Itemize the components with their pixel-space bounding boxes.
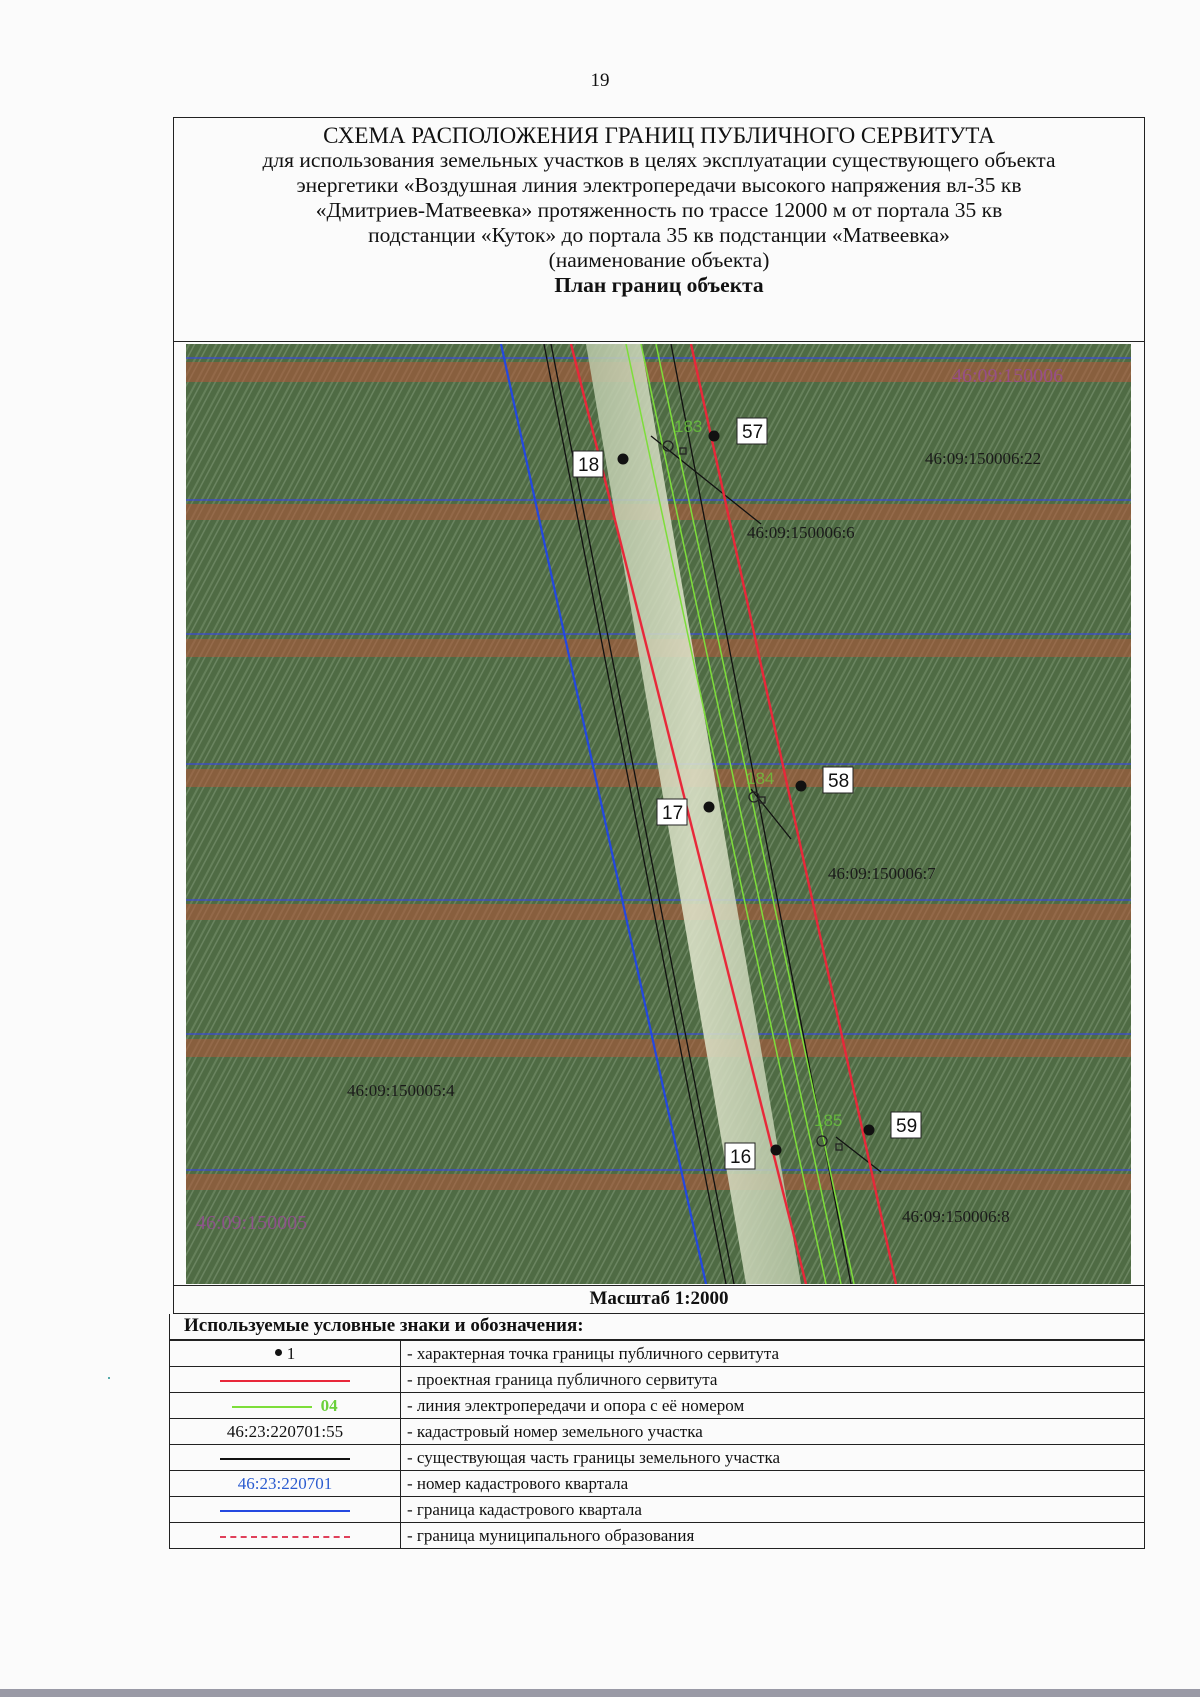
legend-symbol-quarter-number: 46:23:220701 — [170, 1471, 401, 1497]
legend-desc: - номер кадастрового квартала — [401, 1471, 1145, 1497]
legend-desc: - существующая часть границы земельного участка — [401, 1445, 1145, 1471]
legend-row — [170, 1341, 1145, 1367]
point-icon — [275, 1349, 282, 1356]
point-label-58: 58 — [828, 771, 850, 792]
page-number: 19 — [590, 70, 610, 91]
point-16 — [771, 1145, 782, 1156]
legend-desc: - линия электропередачи и опора с её номером — [401, 1393, 1145, 1419]
parcel-label-7: 46:09:150006:7 — [828, 864, 936, 883]
legend-desc: - характерная точка границы публичного сервитута — [401, 1341, 1145, 1367]
green-line-icon — [232, 1406, 312, 1408]
legend-desc: - граница муниципального образования — [401, 1523, 1145, 1549]
legend-row — [170, 1393, 1145, 1419]
point-label-18: 18 — [578, 455, 600, 476]
pole-number-185: 185 — [814, 1111, 843, 1130]
map-scale: Масштаб 1:2000 — [173, 1286, 1145, 1314]
point-57 — [709, 431, 720, 442]
scan-edge — [0, 1689, 1200, 1697]
title-line-2: для использования земельных участков в целях эксплуатации существующего объекта — [262, 148, 1056, 172]
legend-row — [170, 1523, 1145, 1549]
title-line-4: «Дмитриев-Матвеевка» протяженность по трассе 12000 м от портала 35 кв — [315, 198, 1003, 222]
legend-row — [170, 1471, 1145, 1497]
point-label-16: 16 — [730, 1147, 752, 1168]
scan-speck — [108, 1377, 110, 1379]
point-label-17: 17 — [662, 803, 684, 824]
red-line-icon — [220, 1380, 350, 1382]
title-line-3: энергетики «Воздушная линия электропередачи высокого напряжения вл-35 кв — [296, 173, 1022, 197]
dash-dot-line-icon — [220, 1536, 350, 1538]
legend-symbol-servitude — [170, 1367, 401, 1393]
object-name-caption: (наименование объекта) — [548, 248, 770, 272]
black-line-icon — [220, 1458, 350, 1460]
point-58 — [796, 781, 807, 792]
legend-desc: - граница кадастрового квартала — [401, 1497, 1145, 1523]
legend-symbol-point — [170, 1341, 401, 1367]
legend-symbol-quarter-boundary — [170, 1497, 401, 1523]
parcel-label-6: 46:09:150006:6 — [747, 523, 855, 542]
parcel-label-4: 46:09:150005:4 — [347, 1081, 455, 1100]
point-17 — [704, 802, 715, 813]
map-svg — [186, 344, 1131, 1284]
legend-desc: - проектная граница публичного сервитута — [401, 1367, 1145, 1393]
parcel-label-22: 46:09:150006:22 — [925, 449, 1042, 468]
point-59 — [864, 1125, 875, 1136]
pole-number-183: 183 — [674, 417, 703, 436]
legend-symbol-parcel-boundary — [170, 1445, 401, 1471]
legend-symbol-point-text: 1 — [286, 1343, 296, 1363]
title-main: СХЕМА РАСПОЛОЖЕНИЯ ГРАНИЦ ПУБЛИЧНОГО СЕРВИТУТА — [323, 123, 995, 148]
map-panel[interactable] — [186, 344, 1131, 1284]
legend-symbol-municipal — [170, 1523, 401, 1549]
title-block — [173, 117, 1145, 342]
legend-symbol-parcel-number: 46:23:220701:55 — [170, 1419, 401, 1445]
legend-row — [170, 1445, 1145, 1471]
quarter-label-top: 46:09:150006 — [952, 365, 1064, 387]
parcel-label-8: 46:09:150006:8 — [902, 1207, 1010, 1226]
point-label-57: 57 — [742, 422, 764, 443]
blue-line-icon — [220, 1510, 350, 1512]
legend-row — [170, 1497, 1145, 1523]
legend-table — [169, 1340, 1145, 1549]
quarter-label-bottom: 46:09:150005 — [196, 1212, 308, 1234]
legend-symbol-pole-text: 04 — [320, 1395, 338, 1415]
legend-desc: - кадастровый номер земельного участка — [401, 1419, 1145, 1445]
point-label-59: 59 — [896, 1116, 918, 1137]
plan-title: План границ объекта — [554, 273, 764, 297]
legend-symbol-power-line — [170, 1393, 401, 1419]
title-line-5: подстанции «Куток» до портала 35 кв подстанции «Матвеевка» — [368, 223, 950, 247]
point-18 — [618, 454, 629, 465]
legend-row — [170, 1419, 1145, 1445]
pole-number-184: 184 — [746, 769, 775, 788]
legend-title: Используемые условные знаки и обозначения: — [169, 1314, 1145, 1340]
legend-row — [170, 1367, 1145, 1393]
